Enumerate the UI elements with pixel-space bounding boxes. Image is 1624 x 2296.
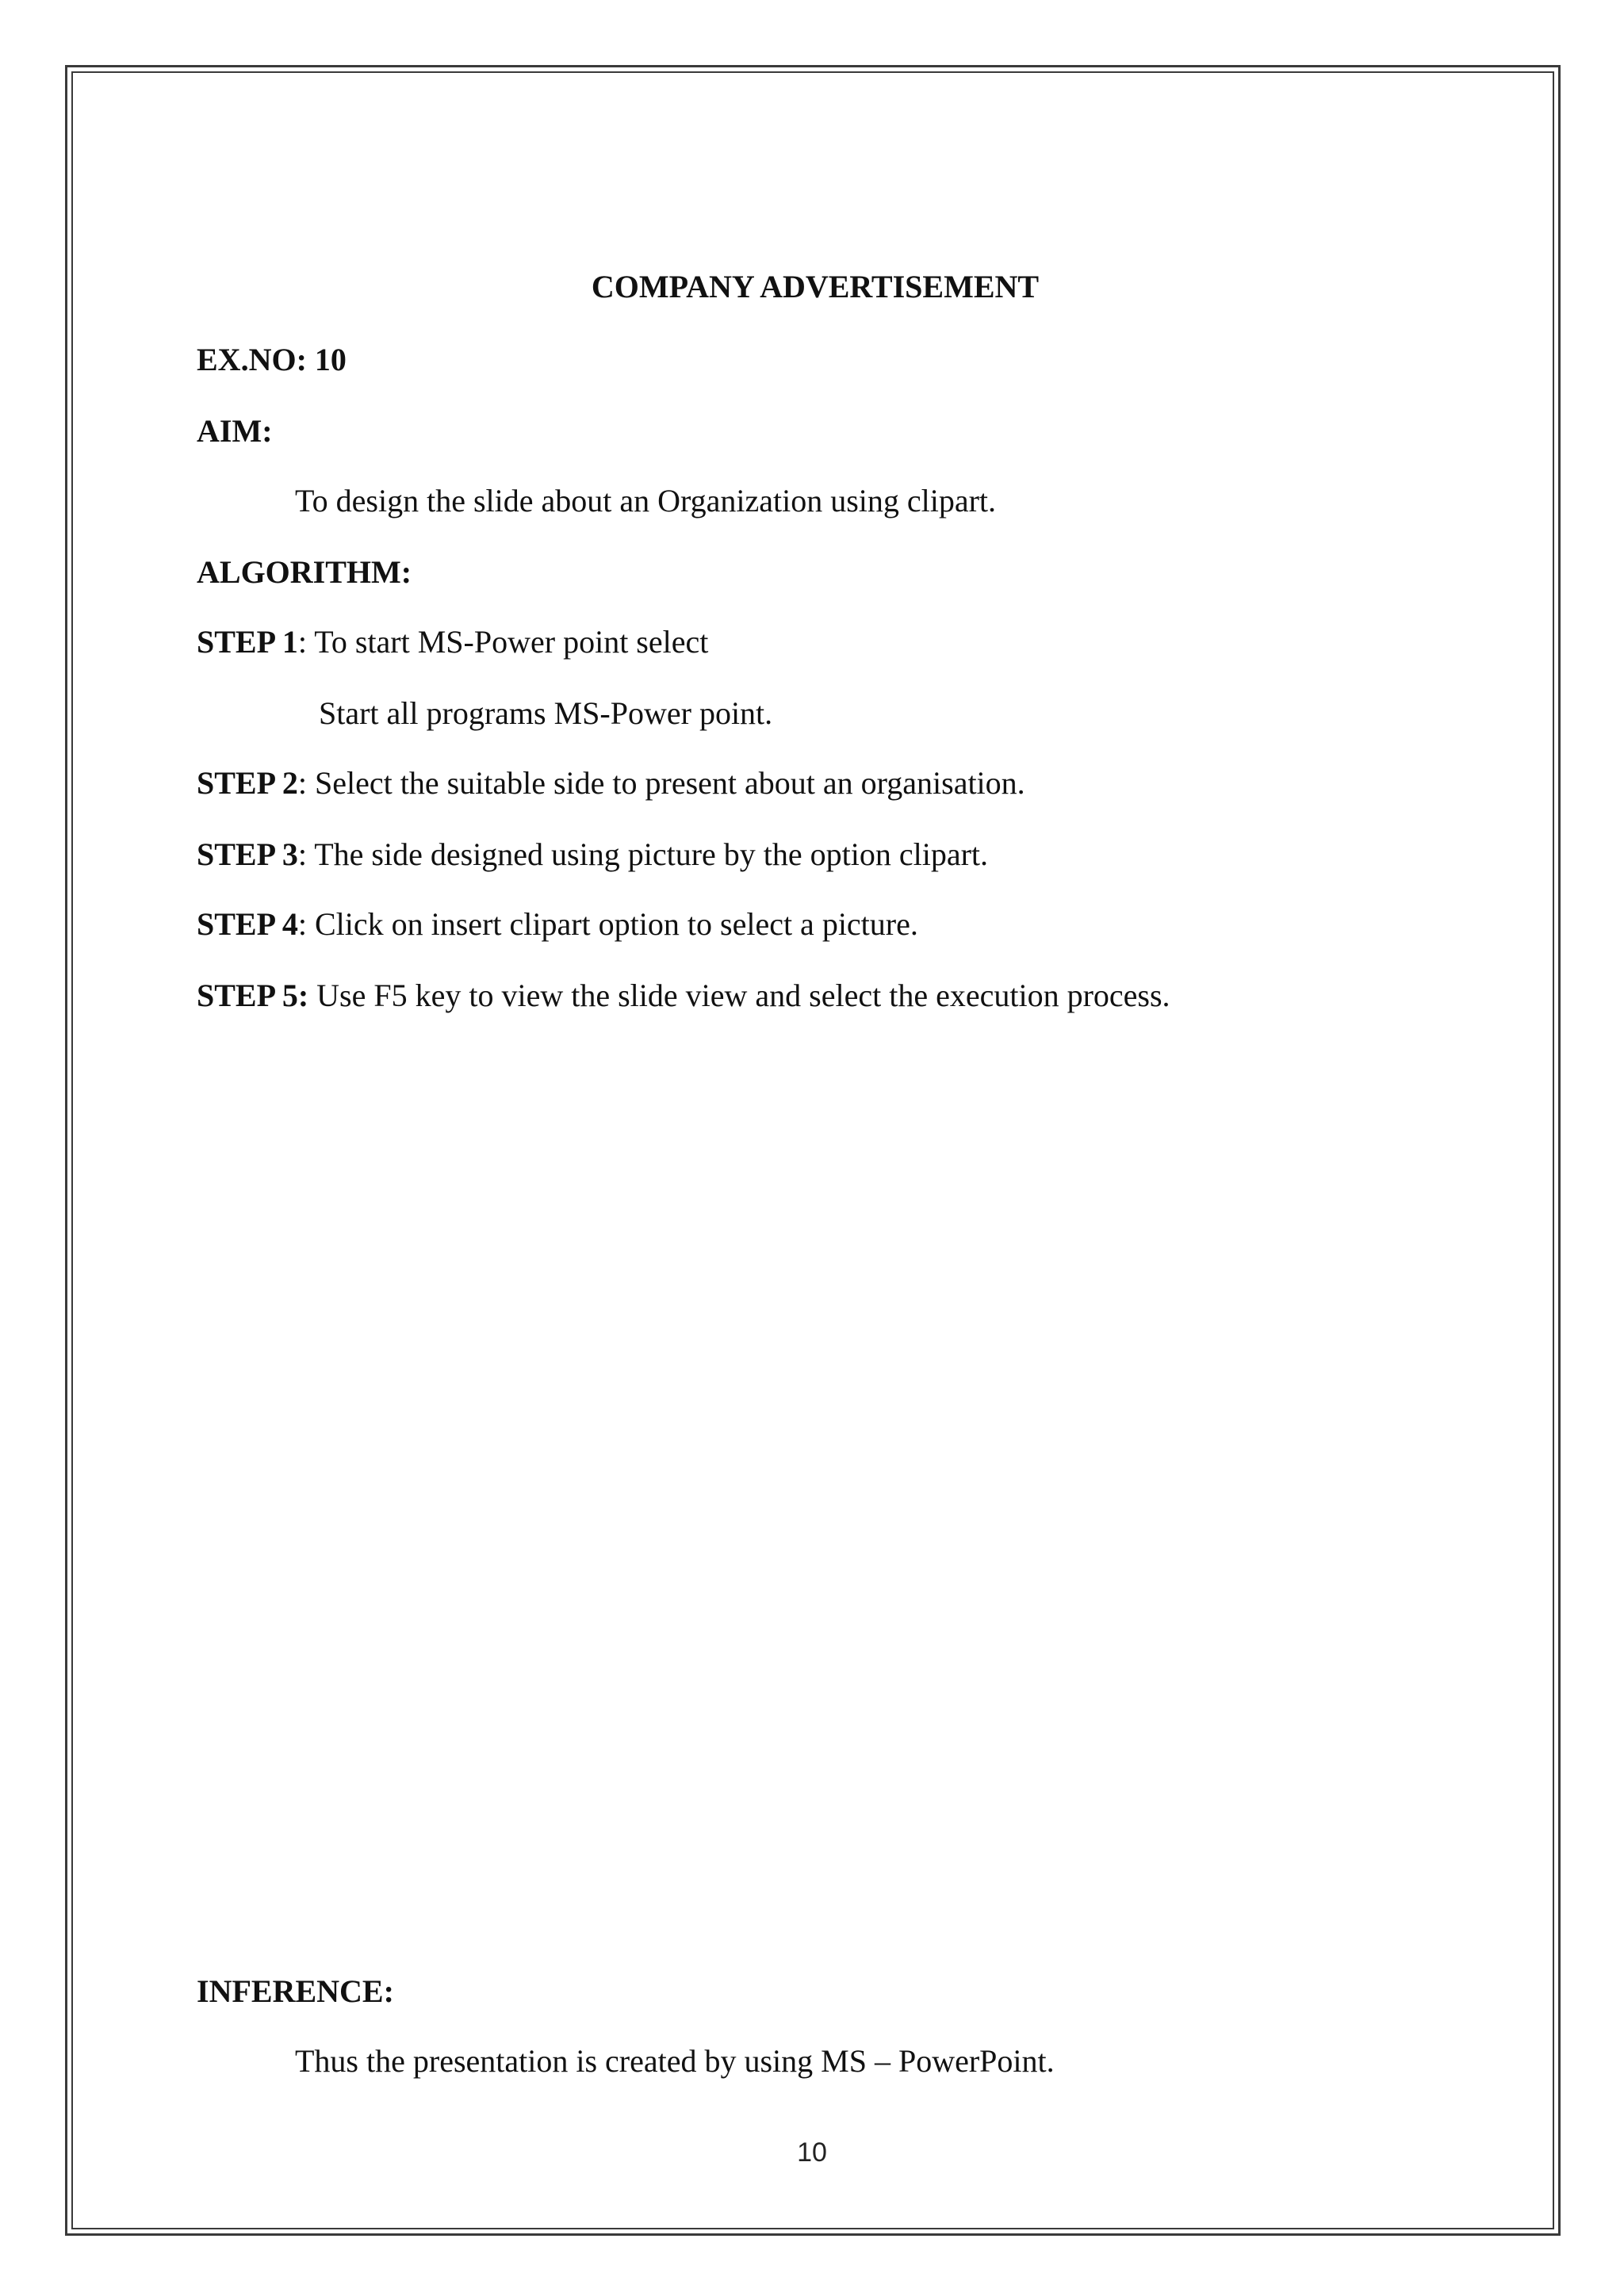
step-3-separator: :	[297, 836, 315, 872]
step-1-label: STEP 1	[197, 624, 298, 660]
step-5-separator	[308, 978, 316, 1013]
algorithm-heading: ALGORITHM:	[197, 554, 412, 590]
step-5-text: Use F5 key to view the slide view and select the execution process.	[316, 978, 1170, 1013]
exercise-number: EX.NO: 10	[197, 342, 347, 377]
step-2-label: STEP 2	[197, 765, 298, 801]
page-number: 10	[797, 2137, 827, 2168]
step-4	[197, 906, 918, 942]
document-title: COMPANY ADVERTISEMENT	[591, 269, 1040, 304]
step-5-label: STEP 5:	[197, 978, 309, 1013]
step-1-separator: :	[297, 624, 315, 660]
document-body	[197, 0, 1434, 2296]
inference-text: Thus the presentation is created by using MS – PowerPoint.	[295, 2043, 1055, 2079]
step-3	[197, 836, 989, 872]
step-3-text: The side designed using picture by the option clipart.	[314, 836, 989, 872]
step-3-label: STEP 3	[197, 836, 298, 872]
step-4-label: STEP 4	[197, 906, 298, 942]
step-2	[197, 767, 1025, 799]
step-4-separator: :	[297, 906, 315, 942]
step-2-text: Select the suitable side to present about an organisation.	[314, 765, 1025, 801]
aim-text: To design the slide about an Organization using clipart.	[295, 483, 997, 519]
aim-heading: AIM:	[197, 413, 273, 449]
step-2-separator: :	[297, 765, 315, 801]
step-1-text: To start MS-Power point select	[314, 624, 709, 660]
step-1	[197, 626, 708, 658]
step-1-continuation: Start all programs MS-Power point.	[319, 695, 773, 731]
inference-heading: INFERENCE:	[197, 1973, 394, 2009]
step-4-text: Click on insert clipart option to select a picture.	[314, 906, 918, 942]
step-5	[197, 980, 1170, 1012]
